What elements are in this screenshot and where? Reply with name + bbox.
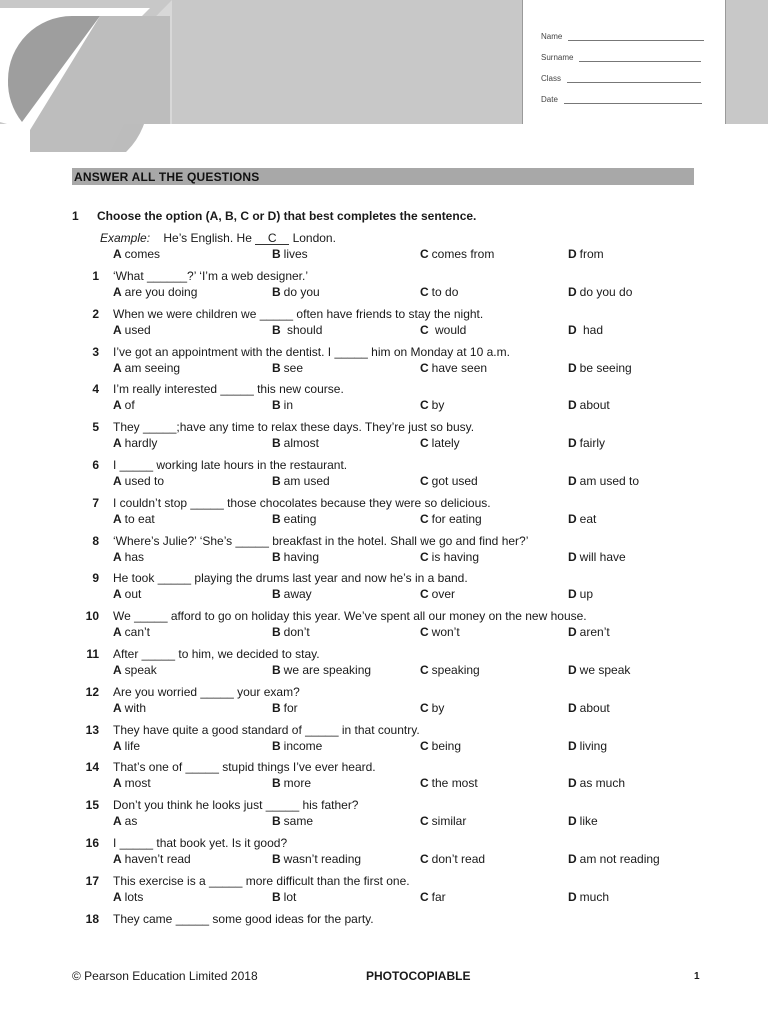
class-field[interactable]	[541, 74, 701, 83]
surname-label: Surname	[541, 53, 574, 62]
answer-option-b[interactable]: B don’t	[272, 625, 310, 639]
answer-option-c[interactable]: C the most	[420, 776, 478, 790]
answer-option-c[interactable]: C to do	[420, 285, 459, 299]
answer-option-d[interactable]: D as much	[568, 776, 626, 790]
answer-option-c[interactable]: C similar	[420, 814, 467, 828]
instructions-heading: ANSWER ALL THE QUESTIONS	[74, 170, 260, 184]
answer-option-a[interactable]: A most	[113, 776, 151, 790]
answer-option-c[interactable]: C by	[420, 701, 445, 715]
question-item	[0, 458, 768, 492]
question-item	[0, 760, 768, 794]
answer-option-d[interactable]: D be seeing	[568, 361, 632, 375]
question-item	[0, 382, 768, 416]
question-stem: They _____;have any time to relax these days. They’re just so busy.	[113, 420, 475, 434]
instructions-heading-bar	[72, 168, 694, 185]
question-number: 6	[92, 458, 99, 472]
answer-option-d[interactable]: D had	[568, 323, 604, 337]
answer-option-b[interactable]: B income	[272, 739, 323, 753]
question-number: 3	[92, 345, 99, 359]
answer-option-c[interactable]: C got used	[420, 474, 478, 488]
answer-option-a[interactable]: A haven’t read	[113, 852, 191, 866]
answer-option-a[interactable]: A speak	[113, 663, 157, 677]
answer-option-b[interactable]: B having	[272, 550, 320, 564]
answer-option-a[interactable]: A are you doing	[113, 285, 198, 299]
answer-option-b[interactable]: B more	[272, 776, 312, 790]
answer-option-b[interactable]: B same	[272, 814, 314, 828]
g-logo-icon	[0, 0, 525, 152]
answer-option-c[interactable]: C would	[420, 323, 467, 337]
answer-option-a[interactable]: A with	[113, 701, 147, 715]
name-line[interactable]	[568, 33, 704, 41]
question-item	[0, 307, 768, 341]
answer-option-c[interactable]: C far	[420, 890, 446, 904]
question-item	[0, 912, 768, 946]
section-title: Choose the option (A, B, C or D) that best completes the sentence.	[97, 209, 477, 223]
answer-option-d[interactable]: D like	[568, 814, 598, 828]
question-item	[0, 571, 768, 605]
answer-option-b[interactable]: B see	[272, 361, 304, 375]
header-banner	[0, 0, 768, 152]
question-item	[0, 836, 768, 870]
question-number: 10	[85, 609, 99, 623]
question-stem: I’m really interested _____ this new course.	[113, 382, 344, 396]
question-number: 2	[92, 307, 99, 321]
answer-option-a[interactable]: A lots	[113, 890, 144, 904]
section-number: 1	[72, 209, 79, 223]
answer-option-b[interactable]: B almost	[272, 436, 320, 450]
example-option-b[interactable]: B lives	[272, 247, 308, 261]
question-item	[0, 874, 768, 908]
answer-option-a[interactable]: A of	[113, 398, 135, 412]
question-number: 12	[85, 685, 99, 699]
answer-option-d[interactable]: D do you do	[568, 285, 633, 299]
question-number: 15	[85, 798, 99, 812]
answer-option-c[interactable]: C by	[420, 398, 445, 412]
answer-option-b[interactable]: B we are speaking	[272, 663, 372, 677]
example-option-a[interactable]: A comes	[113, 247, 161, 261]
question-item	[0, 798, 768, 832]
surname-field[interactable]	[541, 53, 701, 62]
question-stem: After _____ to him, we decided to stay.	[113, 647, 320, 661]
answer-option-a[interactable]: A used	[113, 323, 151, 337]
answer-option-a[interactable]: A has	[113, 550, 145, 564]
answer-option-b[interactable]: B away	[272, 587, 312, 601]
footer-copyright: © Pearson Education Limited 2018	[72, 969, 258, 983]
answer-option-c[interactable]: C won’t	[420, 625, 460, 639]
question-number: 9	[92, 571, 99, 585]
question-stem: I _____ working late hours in the restaurant.	[113, 458, 348, 472]
answer-option-b[interactable]: B do you	[272, 285, 320, 299]
question-item	[0, 496, 768, 530]
example-options	[0, 231, 768, 265]
question-number: 4	[92, 382, 99, 396]
question-stem: Don’t you think he looks just _____ his father?	[113, 798, 359, 812]
question-item	[0, 534, 768, 568]
question-number: 17	[85, 874, 99, 888]
example-stem-before: He’s English. He	[163, 231, 252, 245]
answer-option-a[interactable]: A used to	[113, 474, 165, 488]
example-stem-after: London.	[292, 231, 336, 245]
answer-option-c[interactable]: C being	[420, 739, 462, 753]
answer-option-d[interactable]: D about	[568, 398, 610, 412]
answer-option-d[interactable]: D about	[568, 701, 610, 715]
example-option-c[interactable]: C comes from	[420, 247, 495, 261]
answer-option-d[interactable]: D much	[568, 890, 610, 904]
answer-option-b[interactable]: B lot	[272, 890, 297, 904]
question-number: 5	[92, 420, 99, 434]
name-label: Name	[541, 32, 563, 41]
answer-option-d[interactable]: D am not reading	[568, 852, 660, 866]
answer-option-c[interactable]: C for eating	[420, 512, 482, 526]
question-number: 18	[85, 912, 99, 926]
question-number: 8	[92, 534, 99, 548]
class-line[interactable]	[567, 75, 701, 83]
answer-option-d[interactable]: D aren’t	[568, 625, 610, 639]
answer-option-d[interactable]: D am used to	[568, 474, 640, 488]
question-item	[0, 345, 768, 379]
question-stem: ‘Where’s Julie?’ ‘She’s _____ breakfast in the hotel. Shall we go and find her?’	[113, 534, 529, 548]
answer-option-a[interactable]: A hardly	[113, 436, 158, 450]
question-item	[0, 420, 768, 454]
header-band-right	[724, 0, 768, 124]
question-number: 16	[85, 836, 99, 850]
question-item	[0, 723, 768, 757]
question-item	[0, 647, 768, 681]
student-info-box	[522, 0, 726, 124]
answer-option-c[interactable]: C have seen	[420, 361, 488, 375]
answer-option-a[interactable]: A can’t	[113, 625, 151, 639]
page-number: 1	[694, 971, 700, 982]
answer-option-c[interactable]: C lately	[420, 436, 460, 450]
question-stem: This exercise is a _____ more difficult than the first one.	[113, 874, 410, 888]
answer-option-b[interactable]: B in	[272, 398, 294, 412]
question-item	[0, 685, 768, 719]
answer-option-a[interactable]: A as	[113, 814, 138, 828]
answer-option-b[interactable]: B eating	[272, 512, 317, 526]
question-number: 14	[85, 760, 99, 774]
date-label: Date	[541, 95, 558, 104]
example-option-d[interactable]: D from	[568, 247, 604, 261]
answer-option-b[interactable]: B am used	[272, 474, 330, 488]
question-stem: ‘What ______?’ ‘I’m a web designer.’	[113, 269, 308, 283]
question-stem: When we were children we _____ often have friends to stay the night.	[113, 307, 484, 321]
answer-option-b[interactable]: B wasn’t reading	[272, 852, 362, 866]
name-field[interactable]	[541, 32, 704, 41]
question-number: 11	[86, 647, 99, 661]
date-line[interactable]	[564, 96, 702, 104]
question-number: 1	[92, 269, 99, 283]
date-field[interactable]	[541, 95, 702, 104]
answer-option-b[interactable]: B should	[272, 323, 323, 337]
answer-option-c[interactable]: C is having	[420, 550, 480, 564]
question-stem: We _____ afford to go on holiday this year. We’ve spent all our money on the new house.	[113, 609, 587, 623]
answer-option-b[interactable]: B for	[272, 701, 298, 715]
question-stem: I couldn’t stop _____ those chocolates because they were so delicious.	[113, 496, 491, 510]
question-stem: They came _____ some good ideas for the party.	[113, 912, 374, 926]
question-item	[0, 609, 768, 643]
example-label: Example:	[100, 231, 151, 245]
answer-option-d[interactable]: D up	[568, 587, 594, 601]
answer-option-d[interactable]: D fairly	[568, 436, 606, 450]
question-number: 7	[92, 496, 99, 510]
answer-option-d[interactable]: D living	[568, 739, 608, 753]
answer-option-c[interactable]: C over	[420, 587, 456, 601]
answer-option-a[interactable]: A to eat	[113, 512, 155, 526]
question-stem: I _____ that book yet. Is it good?	[113, 836, 288, 850]
class-label: Class	[541, 74, 562, 83]
question-stem: Are you worried _____ your exam?	[113, 685, 300, 699]
footer-photocopiable: PHOTOCOPIABLE	[366, 969, 471, 983]
answer-option-c[interactable]: C don’t read	[420, 852, 486, 866]
answer-option-a[interactable]: A life	[113, 739, 141, 753]
question-stem: They have quite a good standard of _____ in that country.	[113, 723, 420, 737]
question-stem: That’s one of _____ stupid things I’ve ever heard.	[113, 760, 376, 774]
answer-option-a[interactable]: A out	[113, 587, 142, 601]
question-number: 13	[85, 723, 99, 737]
answer-option-c[interactable]: C speaking	[420, 663, 480, 677]
question-item	[0, 269, 768, 303]
question-stem: He took _____ playing the drums last year and now he’s in a band.	[113, 571, 468, 585]
answer-option-a[interactable]: A am seeing	[113, 361, 181, 375]
surname-line[interactable]	[579, 54, 701, 62]
answer-option-d[interactable]: D eat	[568, 512, 597, 526]
answer-option-d[interactable]: D will have	[568, 550, 626, 564]
answer-option-d[interactable]: D we speak	[568, 663, 631, 677]
question-stem: I’ve got an appointment with the dentist. I _____ him on Monday at 10 a.m.	[113, 345, 510, 359]
example-answer: C	[255, 232, 289, 245]
